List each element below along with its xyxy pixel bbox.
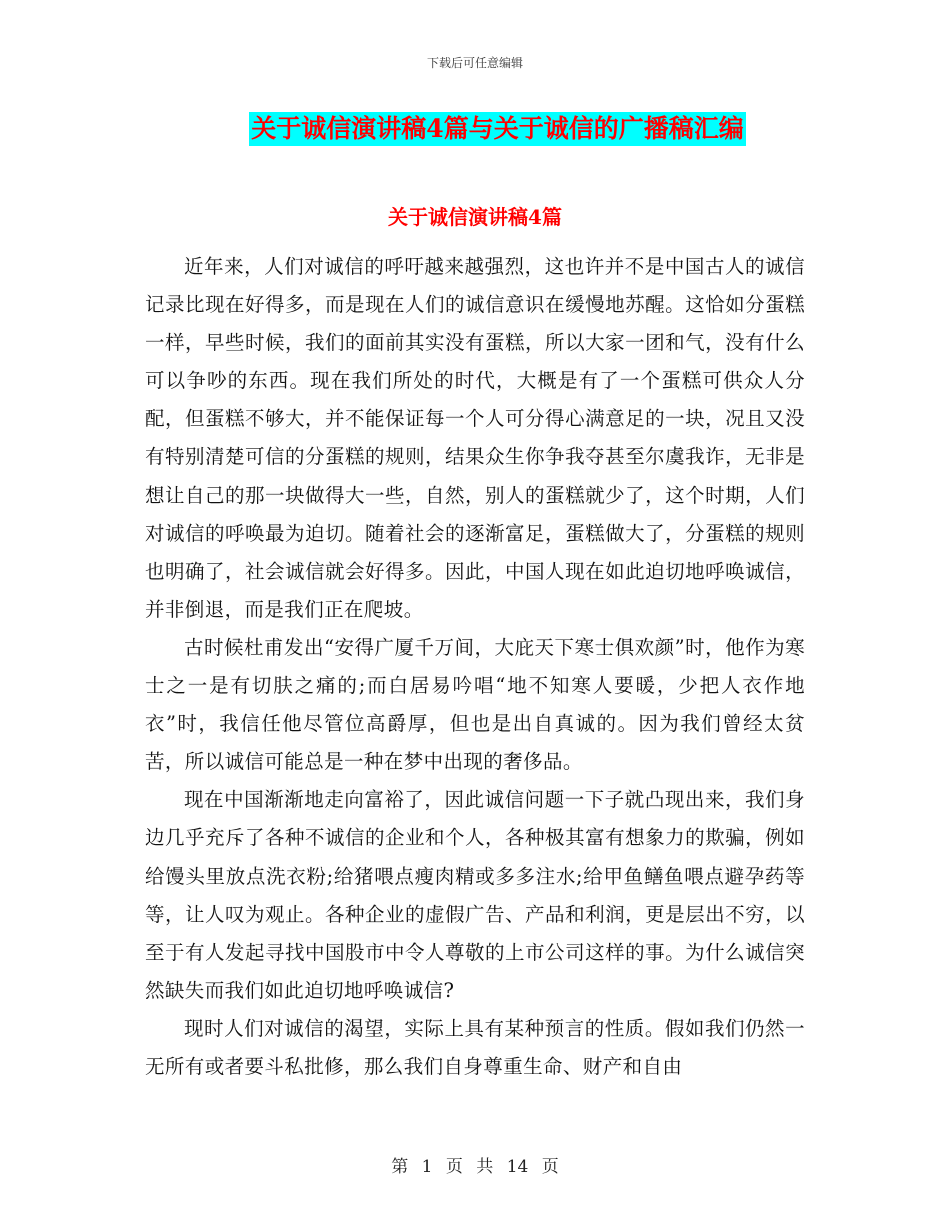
footer-suffix: 页 bbox=[541, 1157, 559, 1177]
paragraph: 现时人们对诚信的渴望，实际上具有某种预言的性质。假如我们仍然一无所有或者要斗私批修，那么我们自身尊重生命、财产和自由 bbox=[145, 1016, 805, 1078]
footer-prefix: 第 bbox=[391, 1157, 409, 1177]
main-title: 关于诚信演讲稿4篇与关于诚信的广播稿汇编 bbox=[249, 112, 745, 146]
footer-total-word: 共 bbox=[476, 1157, 494, 1177]
main-title-container bbox=[0, 112, 950, 146]
paragraph: 近年来，人们对诚信的呼吁越来越强烈，这也许并不是中国古人的诚信记录比现在好得多，而是现在人们的诚信意识在缓慢地苏醒。这恰如分蛋糕一样，早些时候，我们的面前其实没有蛋糕，所以大家一团和气，没有什么可以争吵的东西。现在我们所处的时代，大概是有了一个蛋糕可供众人分配，但蛋糕不够大，并不能保证每一个人可分得心满意足的一块，况且又没有特别清楚可信的分蛋糕的规则，结果众生你争我夺甚至尔虞我诈，无非是想让自己的那一块做得大一些，自然，别人的蛋糕就少了，这个时期，人们对诚信的呼唤最为迫切。随着社会的逐渐富足，蛋糕做大了，分蛋糕的规则也明确了，社会诚信就会好得多。因此，中国人现在如此迫切地呼唤诚信，并非倒退，而是我们正在爬坡。 bbox=[145, 255, 805, 621]
section-title: 关于诚信演讲稿4篇 bbox=[388, 205, 562, 229]
page-footer bbox=[0, 1152, 950, 1177]
page-header-note: 下载后可任意编辑 bbox=[426, 56, 523, 70]
paragraph: 现在中国渐渐地走向富裕了，因此诚信问题一下子就凸现出来，我们身边几乎充斥了各种不诚信的企业和个人，各种极其富有想象力的欺骗，例如给馒头里放点洗衣粉;给猪喂点瘦肉精或多多注水;给甲鱼鳝鱼喂点避孕药等等，让人叹为观止。各种企业的虚假广告、产品和利润，更是层出不穷，以至于有人发起寻找中国股市中令人尊敬的上市公司这样的事。为什么诚信突然缺失而我们如此迫切地呼唤诚信? bbox=[145, 788, 805, 1002]
footer-current-page: 1 bbox=[421, 1157, 433, 1177]
footer-page-word: 页 bbox=[445, 1157, 463, 1177]
footer-total-pages: 14 bbox=[506, 1157, 529, 1177]
body-text bbox=[145, 248, 805, 1086]
paragraph: 古时候杜甫发出“安得广厦千万间，大庇天下寒士俱欢颜”时，他作为寒士之一是有切肤之痛的;而白居易吟唱“地不知寒人要暖，少把人衣作地衣”时，我信任他尽管位高爵厚，但也是出自真诚的。因为我们曾经太贫苦，所以诚信可能总是一种在梦中出现的奢侈品。 bbox=[145, 635, 805, 774]
